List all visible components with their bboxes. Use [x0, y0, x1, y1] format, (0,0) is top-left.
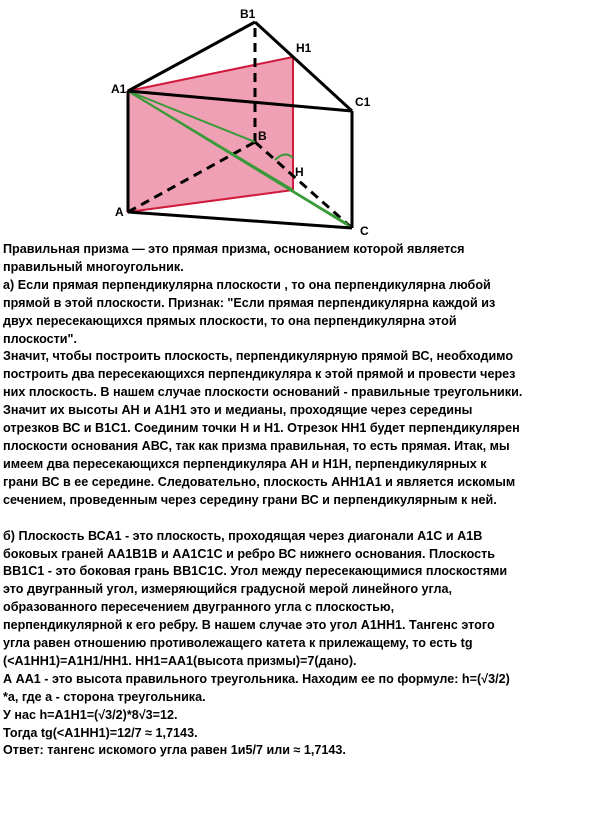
edge-A-C: [128, 212, 352, 228]
label-B: B: [258, 129, 267, 143]
label-H: H: [295, 165, 304, 179]
paragraph-gap: [3, 510, 591, 528]
prism-diagram: [0, 0, 593, 240]
label-A: A: [115, 205, 124, 219]
label-C: C: [360, 224, 369, 238]
label-C1: C1: [355, 95, 371, 109]
solution-part-b: б) Плоскость ВСА1 - это плоскость, проходящая через диагонали А1С и А1В боковых граней АА1В1В и АА1С1С и ребро ВС нижнего основания. Плоскость ВВ1С1 - это боковая грань ВВ1С1С. Угол между пересекающимися плоскостями это двугранный угол, измеряющийся градусной мерой линейного угла, образованного пересечением двугранного угла с плоскостью, перпендикулярной к его ребру. В нашем случае это угол А1НН1. Тангенс этого угла равен отношению противолежащего катета к прилежащему, то есть tg (<А1НН1)=А1Н1/НН1. НН1=АА1(высота призмы)=7(дано). А АА1 - это высота правильного треугольника. Находим ее по формуле: h=(√3/2) *а, где а - сторона треугольника. У нас h=А1Н1=(√3/2)*8√3=12. Тогда tg(<А1НН1)=12/7 ≈ 1,7143. Ответ: тангенс искомого угла равен 1и5/7 или ≈ 1,7143.: [3, 528, 510, 758]
label-B1: B1: [240, 7, 256, 21]
label-H1: H1: [296, 41, 312, 55]
label-A1: A1: [111, 82, 127, 96]
solution-part-a: Правильная призма — это прямая призма, основанием которой является правильный многоугольник. а) Если прямая перпендикулярна плоскости , то она перпендикулярна любой прямой в этой плоскости. Признак: "Если прямая перпендикулярна каждой из двух пересекающихся прямых плоскости, то она перпендикулярна этой плоскости". Значит, чтобы построить плоскость, перпендикулярную прямой ВС, необходимо построить два пересекающихся перпендикуляра к этой прямой и провести через них плоскость. В нашем случае плоскости оснований - правильные треугольники. Значит их высоты АН и А1Н1 это и медианы, проходящие через середины отрезков ВС и В1С1. Соединим точки Н и Н1. Отрезок НН1 будет перпендикулярен плоскости основания АВС, так как призма правильная, то есть прямая. Итак, мы имеем два пересекающихся перпендикуляра АН и Н1Н, перпендикулярных к грани ВС в ее середине. Следовательно, плоскость АНН1А1 и является искомым сечением, проведенным через середину грани ВС и перпендикулярным к ней.: [3, 242, 523, 507]
section-plane: [128, 57, 293, 212]
solution-text: [3, 241, 591, 760]
